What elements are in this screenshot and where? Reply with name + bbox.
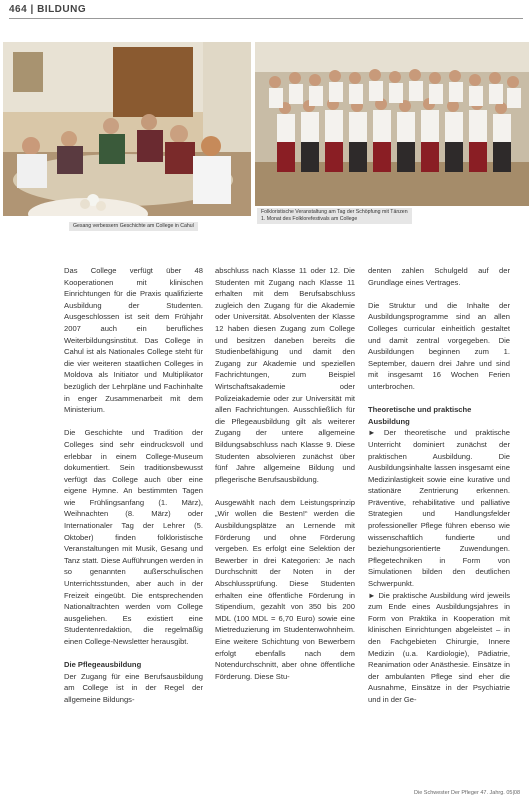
col3-heading: Theoretische und praktische Ausbildung	[368, 405, 472, 426]
text-column-2	[215, 265, 355, 694]
col2-paragraph-2: Ausgewählt nach dem Leistungsprinzip „Wir wollen die Besten!“ werden die Ausbildungsplätze an Lernende mit Förderung und ohne Förderung vergeben. Es erfolgt eine Selektion der Bewerber in drei Kategorien: Je nach Durchschnitt der Noten in der Abschlussprüfung. Diese Studenten erhalten eine öffentliche Förderung in Stipendium, gezahlt von 350 bis 200 MDL (100 MDL = 6,70 Euro) sowie eine Mietreduzierung im Studentenwohnheim. Eine weitere Schichtung von Bewerbern erfolgt ebenfalls nach dem Notendurchschnitt, aber ohne öffentliche Förderung. Diese Stu-	[215, 497, 355, 681]
caption-line-1: Folkloristische Veranstaltung am Tag der Schöpfung mit Tänzen	[261, 209, 408, 215]
header-rule	[9, 18, 523, 19]
header-separator: |	[30, 4, 34, 15]
col1-heading: Die Pflegeausbildung	[64, 660, 142, 670]
photo-caption-left: Gesang verbessern Geschichte am College in Cahul	[69, 222, 198, 231]
col3-paragraph-3: ► Der theoretische und praktische Unterricht dominiert zunächst der praktischen Ausbildung. Die Ausbildungsinhalte lassen insgesamt eine Medizinlastigkeit sowie eine kurative und stationäre Zentrierung erkennen. Präventive, rehabilitative und palliative Strategien und Handlungsfelder professioneller Pflege führen ebenso wie wissenschaftlich fundierte und beziehungsorientierte Zuwendungen. Pflegetechniken in Form von Simulationen bilden den deutlichen Schwerpunkt.	[368, 428, 510, 589]
photo-folklore-choir	[255, 42, 529, 206]
photo-classroom	[3, 42, 251, 216]
text-column-3	[368, 265, 510, 717]
col1-paragraph-2: Die Geschichte und Tradition der Colleges sind sehr eindrucksvoll und erlebbar in einem College-Museum dokumentiert. Sein traditionsbewusst verfügt das College auch über eine eigene Hymne. An bestimmten Tagen wie Frühlingsanfang (1. März), Weihnachten (8. März) oder Internationaler Tag der Lehrer (5. Oktober) finden folkloristische Veranstaltungen mit Musik, Gesang und Tanz statt. Diese Aufführungen werden in so genannten außerschulischen Unterrichtsstunden, aber auch in der Freizeit eingeübt. Die entsprechenden Nationaltrachten werden vom College ausgeliehen. Es existiert eine Studentenredaktion, die regelmäßig einen College-Newsletter herausgibt.	[64, 428, 203, 646]
col1-paragraph-3: Der Zugang für eine Berufsausbildung am College ist in der Regel der allgemeine Bildungs-	[64, 671, 203, 704]
col1-paragraph-1: Das College verfügt über 48 Kooperationen mit klinischen Einrichtungen für die Praxis qualifizierte Ausbildung der Studenten. Ausgeschlossen ist seit dem Frühjahr 2007 auch ein berufliches Weiterbildungsinstitut. Das College in Cahul ist als Nationales College steht für die vier weiteren staatlichen Colleges in Moldova als Initiator und Multiplikator bezüglich der Lehrpläne und Fachinhalte in enger Zusammenarbeit mit dem Ministerium.	[64, 266, 203, 415]
page-number: 464	[9, 4, 28, 15]
caption-line-2: 1. Monat des Folklorefestivals am College	[261, 216, 358, 222]
col3-paragraph-1: denten zahlen Schulgeld auf der Grundlage eines Vertrages.	[368, 266, 510, 287]
text-column-1	[64, 265, 203, 717]
section-title: BILDUNG	[37, 4, 87, 15]
col2-paragraph-1: abschluss nach Klasse 11 oder 12. Die Studenten mit Zugang nach Klasse 11 erhalten mit dem Berufsabschluss zugleich den Zugang für die Akademie oder Universität. Absolventen der Klasse 12 haben diesen Zugang zum College und besitzen daneben bereits die Studienbefähigung und damit den Zugang zur Akademie und speziellen Fachrichtungen, zum Beispiel Wirtschaftsakademie oder Polizeiakademie oder zur Universität mit allen Fachrichtungen. Ausschließlich für die Pflegeausbildung gilt als weiterer Zugang der untere allgemeine Bildungsabschluss nach Klasse 9. Diese Studenten absolvieren zunächst über fünf Jahre allgemeine Bildung und pflegerische Berufsausbildung.	[215, 266, 355, 484]
page-header	[9, 4, 86, 15]
col3-paragraph-4: ► Die praktische Ausbildung wird jeweils zum Ende eines Ausbildungsjahres in Form von Praktika in Kooperation mit klinischen Einrichtungen abgeleistet – in den Fachgebieten Chirurgie, Innere Medizin (u.a. Kardiologie), Pädiatrie, Reanimation oder Anästhesie. Einsätze in der ambulanten Pflege sind eher die Ausnahme, Einsätze in der Psychiatrie und in der Ge-	[368, 590, 510, 704]
page-footer: Die Schwester Der Pfleger 47. Jahrg. 05|08	[414, 790, 520, 796]
col3-paragraph-2: Die Struktur und die Inhalte der Ausbildungsprogramme sind an allen Colleges curricular einheitlich gestaltet und damit zentral vorgegeben. Die Ausbildungen beginnen zum 1. September, dauern drei Jahre und sind mit insgesamt 16 Wochen Ferien unterbrochen.	[368, 300, 510, 391]
photo-caption-right	[257, 208, 412, 224]
